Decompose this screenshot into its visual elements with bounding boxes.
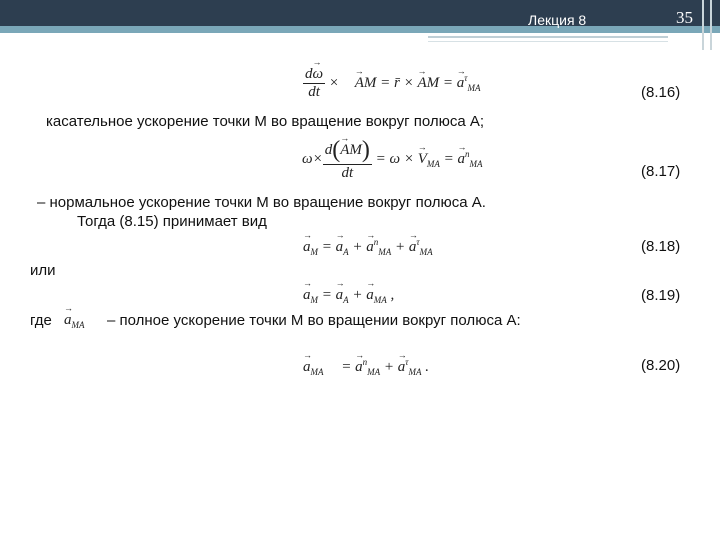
equation-number: (8.19) [641, 287, 681, 304]
formula-8-16: $\frac{d\to \omega}{dt}$ × → AM = r̄ × → AM = → $a^\tau_{MA}$ [303, 66, 481, 101]
formula-8-19: → $a_M$ = → $a_A$ + → $a_{MA}$ , [303, 287, 394, 305]
page-number: 35 [676, 8, 693, 27]
equation-number: (8.17) [641, 163, 681, 180]
lecture-title: Лекция 8 [528, 12, 587, 28]
text-line: касательное ускорение точки М во вращение вокруг полюса А; [46, 113, 485, 130]
text-line: Тогда (8.15) принимает вид [77, 213, 267, 230]
formula-8-20: → $a_{MA}$ = → $a^n_{MA}$ + → $a^\tau_{MA}$ . [303, 357, 429, 377]
text-line: – нормальное ускорение точки М во вращение вокруг полюса А. [37, 194, 486, 211]
formula-8-17: ω× $\frac{d(\to AM)}{dt}$ = ω × → $V_{MA}$ = → $a^n_{MA}$ [302, 137, 483, 182]
formula-8-18: → $a_M$ = → $a_A$ + → $a^n_{MA}$ + → $a^\tau_{MA}$ [303, 237, 433, 257]
equation-number: (8.16) [641, 84, 681, 101]
text-line: где [30, 312, 52, 329]
header-band [0, 0, 720, 26]
inline-symbol: → $a_{MA}$ [64, 312, 85, 330]
header-rule [428, 36, 668, 38]
header-rule-thin [428, 41, 668, 42]
page-edge [710, 0, 712, 50]
header-stripe [0, 26, 720, 33]
text-line: – полное ускорение точки М во вращении вокруг полюса А: [107, 312, 521, 329]
page-edge [702, 0, 704, 50]
text-line: или [30, 262, 56, 279]
equation-number: (8.20) [641, 357, 681, 374]
equation-number: (8.18) [641, 238, 681, 255]
